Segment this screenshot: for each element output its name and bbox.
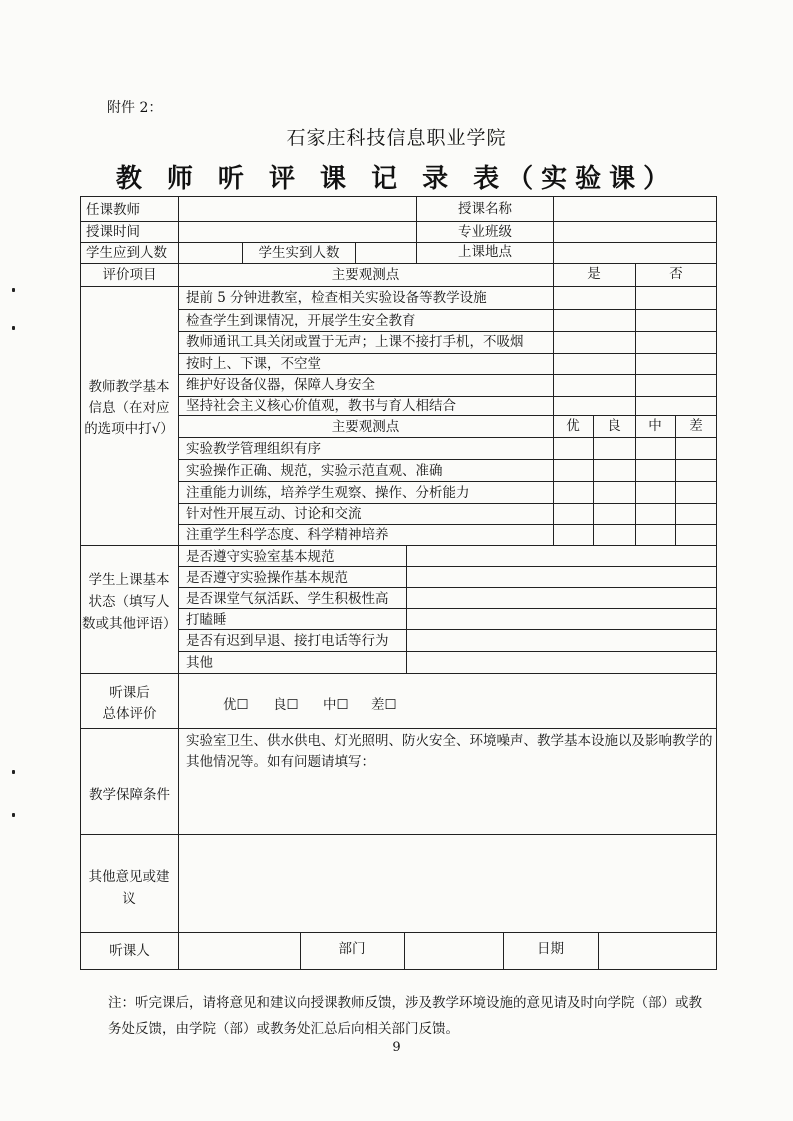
observation-item: 注重学生科学态度、科学精神培养 [186, 527, 389, 543]
footnote: 注：听完课后，请将意见和建议向授课教师反馈，涉及教学环境设施的意见请及时向学院（部）或教务处反馈，由学院（部）或教务处汇总后向相关部门反馈。 [108, 995, 702, 1037]
status-item: 其他 [186, 655, 213, 671]
class-label: 专业班级 [458, 224, 512, 240]
place-label: 上课地点 [458, 244, 512, 260]
overall-option-fair[interactable]: 中☐ [323, 697, 349, 713]
overall-option-excellent[interactable]: 优☐ [223, 697, 249, 713]
observation-item: 实验教学管理组织有序 [186, 441, 321, 457]
yes-header: 是 [587, 266, 601, 282]
grade-good: 良 [607, 418, 621, 434]
observation-item: 针对性开展互动、讨论和交流 [186, 506, 362, 522]
scan-mark [12, 770, 15, 774]
status-item: 是否遵守实验操作基本规范 [186, 570, 348, 586]
observation-item: 坚持社会主义核心价值观，教书与育人相结合 [186, 398, 456, 414]
teacher-label: 任课教师 [86, 202, 140, 218]
observation-item: 按时上、下课，不空堂 [186, 356, 321, 372]
grade-poor: 差 [689, 418, 703, 434]
conditions-label: 教学保障条件 [89, 787, 170, 803]
status-item: 是否有迟到早退、接打电话等行为 [186, 633, 389, 649]
date-label: 日期 [537, 941, 564, 957]
observation-item: 提前 5 分钟进教室，检查相关实验设备等教学设施 [186, 290, 487, 306]
overall-option-poor[interactable]: 差☐ [371, 697, 397, 713]
attachment-label: 附件 2： [107, 100, 163, 116]
overall-label-1: 听课后 [109, 685, 150, 701]
status-item: 是否遵守实验室基本规范 [186, 549, 335, 565]
scan-mark [12, 813, 15, 817]
grade-fair: 中 [648, 418, 662, 434]
expected-count-label: 学生应到人数 [86, 245, 167, 261]
obs-header: 主要观测点 [331, 267, 400, 283]
status-item: 是否课堂气氛活跃、学生积极性高 [186, 591, 389, 607]
observation-item: 维护好设备仪器，保障人身安全 [186, 377, 375, 393]
overall-option-good[interactable]: 良☐ [273, 697, 299, 713]
observation-item: 教师通讯工具关闭或置于无声；上课不接打手机，不吸烟 [186, 334, 524, 350]
observation-item: 注重能力训练，培养学生观察、操作、分析能力 [186, 485, 470, 501]
teacher-basic-info-label: 教师教学基本信息（在对应的选项中打√） [84, 379, 174, 437]
overall-label-2: 总体评价 [102, 706, 157, 722]
conditions-text: 实验室卫生、供水供电、灯光照明、防火安全、环境噪声、教学基本设施以及影响教学的其他情况等。如有问题请填写： [186, 733, 713, 770]
student-status-label: 学生上课基本状态（填写人数或其他评语） [82, 572, 177, 632]
time-label: 授课时间 [86, 224, 140, 240]
grade-excellent: 优 [566, 418, 580, 434]
department-label: 部门 [338, 941, 366, 957]
no-header: 否 [669, 266, 683, 282]
actual-count-label: 学生实到人数 [258, 245, 340, 261]
status-item: 打瞌睡 [186, 612, 227, 628]
other-suggestions-label: 其他意见或建议 [88, 869, 170, 907]
school-name: 石家庄科技信息职业学院 [286, 127, 507, 149]
form-title: 教 师 听 评 课 记 录 表（实验课） [115, 164, 678, 194]
scan-mark [12, 326, 15, 330]
obs-header-2: 主要观测点 [331, 419, 400, 435]
course-name-label: 授课名称 [458, 201, 512, 217]
eval-item-label: 评价项目 [102, 267, 157, 283]
observation-item: 实验操作正确、规范，实验示范直观、准确 [186, 463, 443, 479]
listener-label: 听课人 [109, 943, 150, 959]
page-number: 9 [392, 1040, 401, 1055]
scan-mark [12, 288, 15, 292]
observation-item: 检查学生到课情况，开展学生安全教育 [186, 313, 416, 329]
